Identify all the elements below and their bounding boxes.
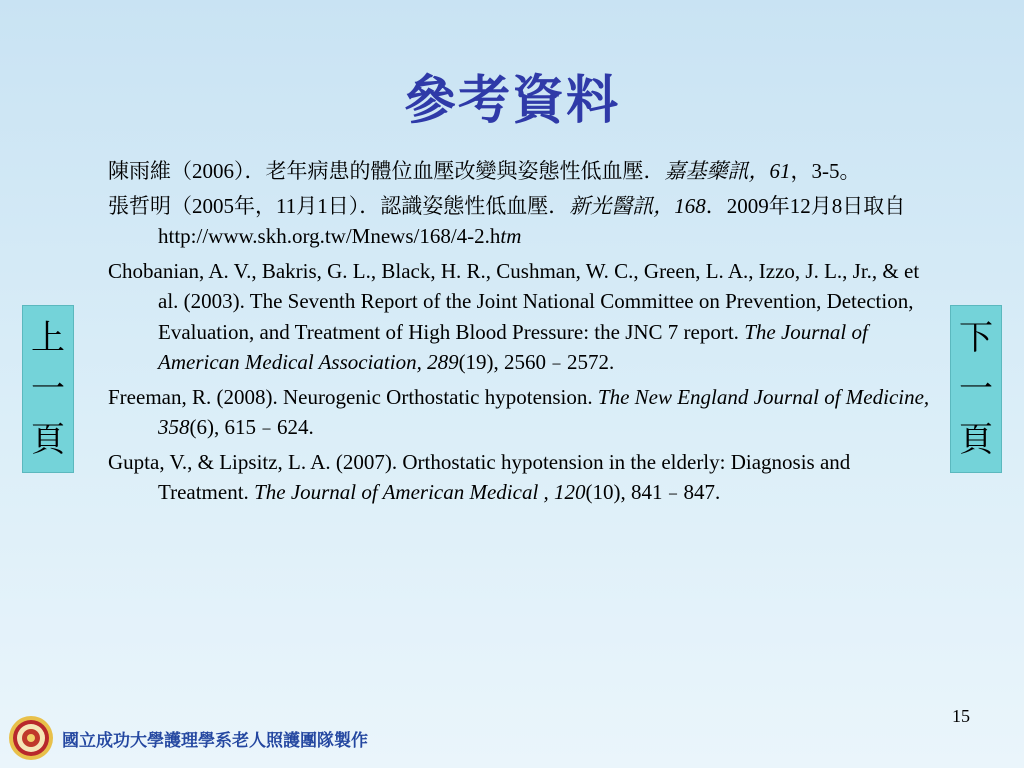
reference-italic-text: The New England Journal of Medicine, 358 — [158, 384, 930, 439]
reference-entry — [108, 191, 930, 252]
reference-entry — [108, 447, 930, 508]
page-title: 參考資料 — [403, 71, 620, 131]
prev-char: 上 — [31, 317, 65, 358]
reference-text: Freeman, R. (2008). Neurogenic Orthostatic hypotension. — [108, 384, 598, 409]
next-char: 頁 — [959, 420, 993, 461]
reference-italic-text: 嘉基藥訊，61 — [664, 159, 791, 183]
reference-text: (19), 2560﹣2572. — [458, 350, 615, 374]
reference-text: (6), 615﹣624. — [189, 415, 314, 439]
reference-italic-text: The Journal of American Medical , 120 — [254, 480, 586, 504]
prev-char: 頁 — [31, 420, 65, 461]
next-page-button[interactable] — [950, 305, 1002, 473]
reference-list — [108, 156, 930, 512]
prev-char: 一 — [31, 368, 65, 409]
footer-text: 國立成功大學護理學系老人照護團隊製作 — [62, 730, 368, 751]
footer — [8, 714, 368, 762]
reference-italic-text: tm — [500, 224, 522, 248]
reference-text: 陳雨維（2006）．老年病患的體位血壓改變與姿態性低血壓． — [108, 159, 665, 183]
reference-text: Gupta, V., & Lipsitz, L. A. (2007). Orthostatic hypotension in the elderly: Diagnosis and Treatment. — [108, 449, 851, 504]
reference-text: (10), 841﹣847. — [585, 480, 721, 504]
reference-text: ，3-5。 — [790, 159, 861, 183]
reference-entry — [108, 256, 930, 378]
reference-italic-text: The Journal of American Medical Association, 289 — [158, 319, 868, 374]
reference-text: ．2009年12月8日取自http://www.skh.org.tw/Mnews/168/4-2.h — [158, 193, 906, 248]
reference-text: Chobanian, A. V., Bakris, G. L., Black, H. R., Cushman, W. C., Green, L. A., Izzo, J. L., Jr., & et al. (2003). The Seventh Report of the Joint National Committee on Prevention, Detection, Evaluation, and Treatment of High Blood Pressure: the JNC 7 report. — [108, 258, 920, 344]
next-char: 下 — [959, 317, 993, 358]
reference-entry — [108, 382, 930, 443]
previous-page-button[interactable] — [22, 305, 74, 473]
reference-entry — [108, 156, 930, 187]
reference-italic-text: 新光醫訊，168 — [569, 193, 706, 218]
reference-text: 張哲明（2005年，11月1日）．認識姿態性低血壓． — [108, 193, 570, 218]
ncku-seal-icon — [8, 715, 54, 761]
next-char: 一 — [959, 368, 993, 409]
page-number: 15 — [952, 706, 970, 726]
